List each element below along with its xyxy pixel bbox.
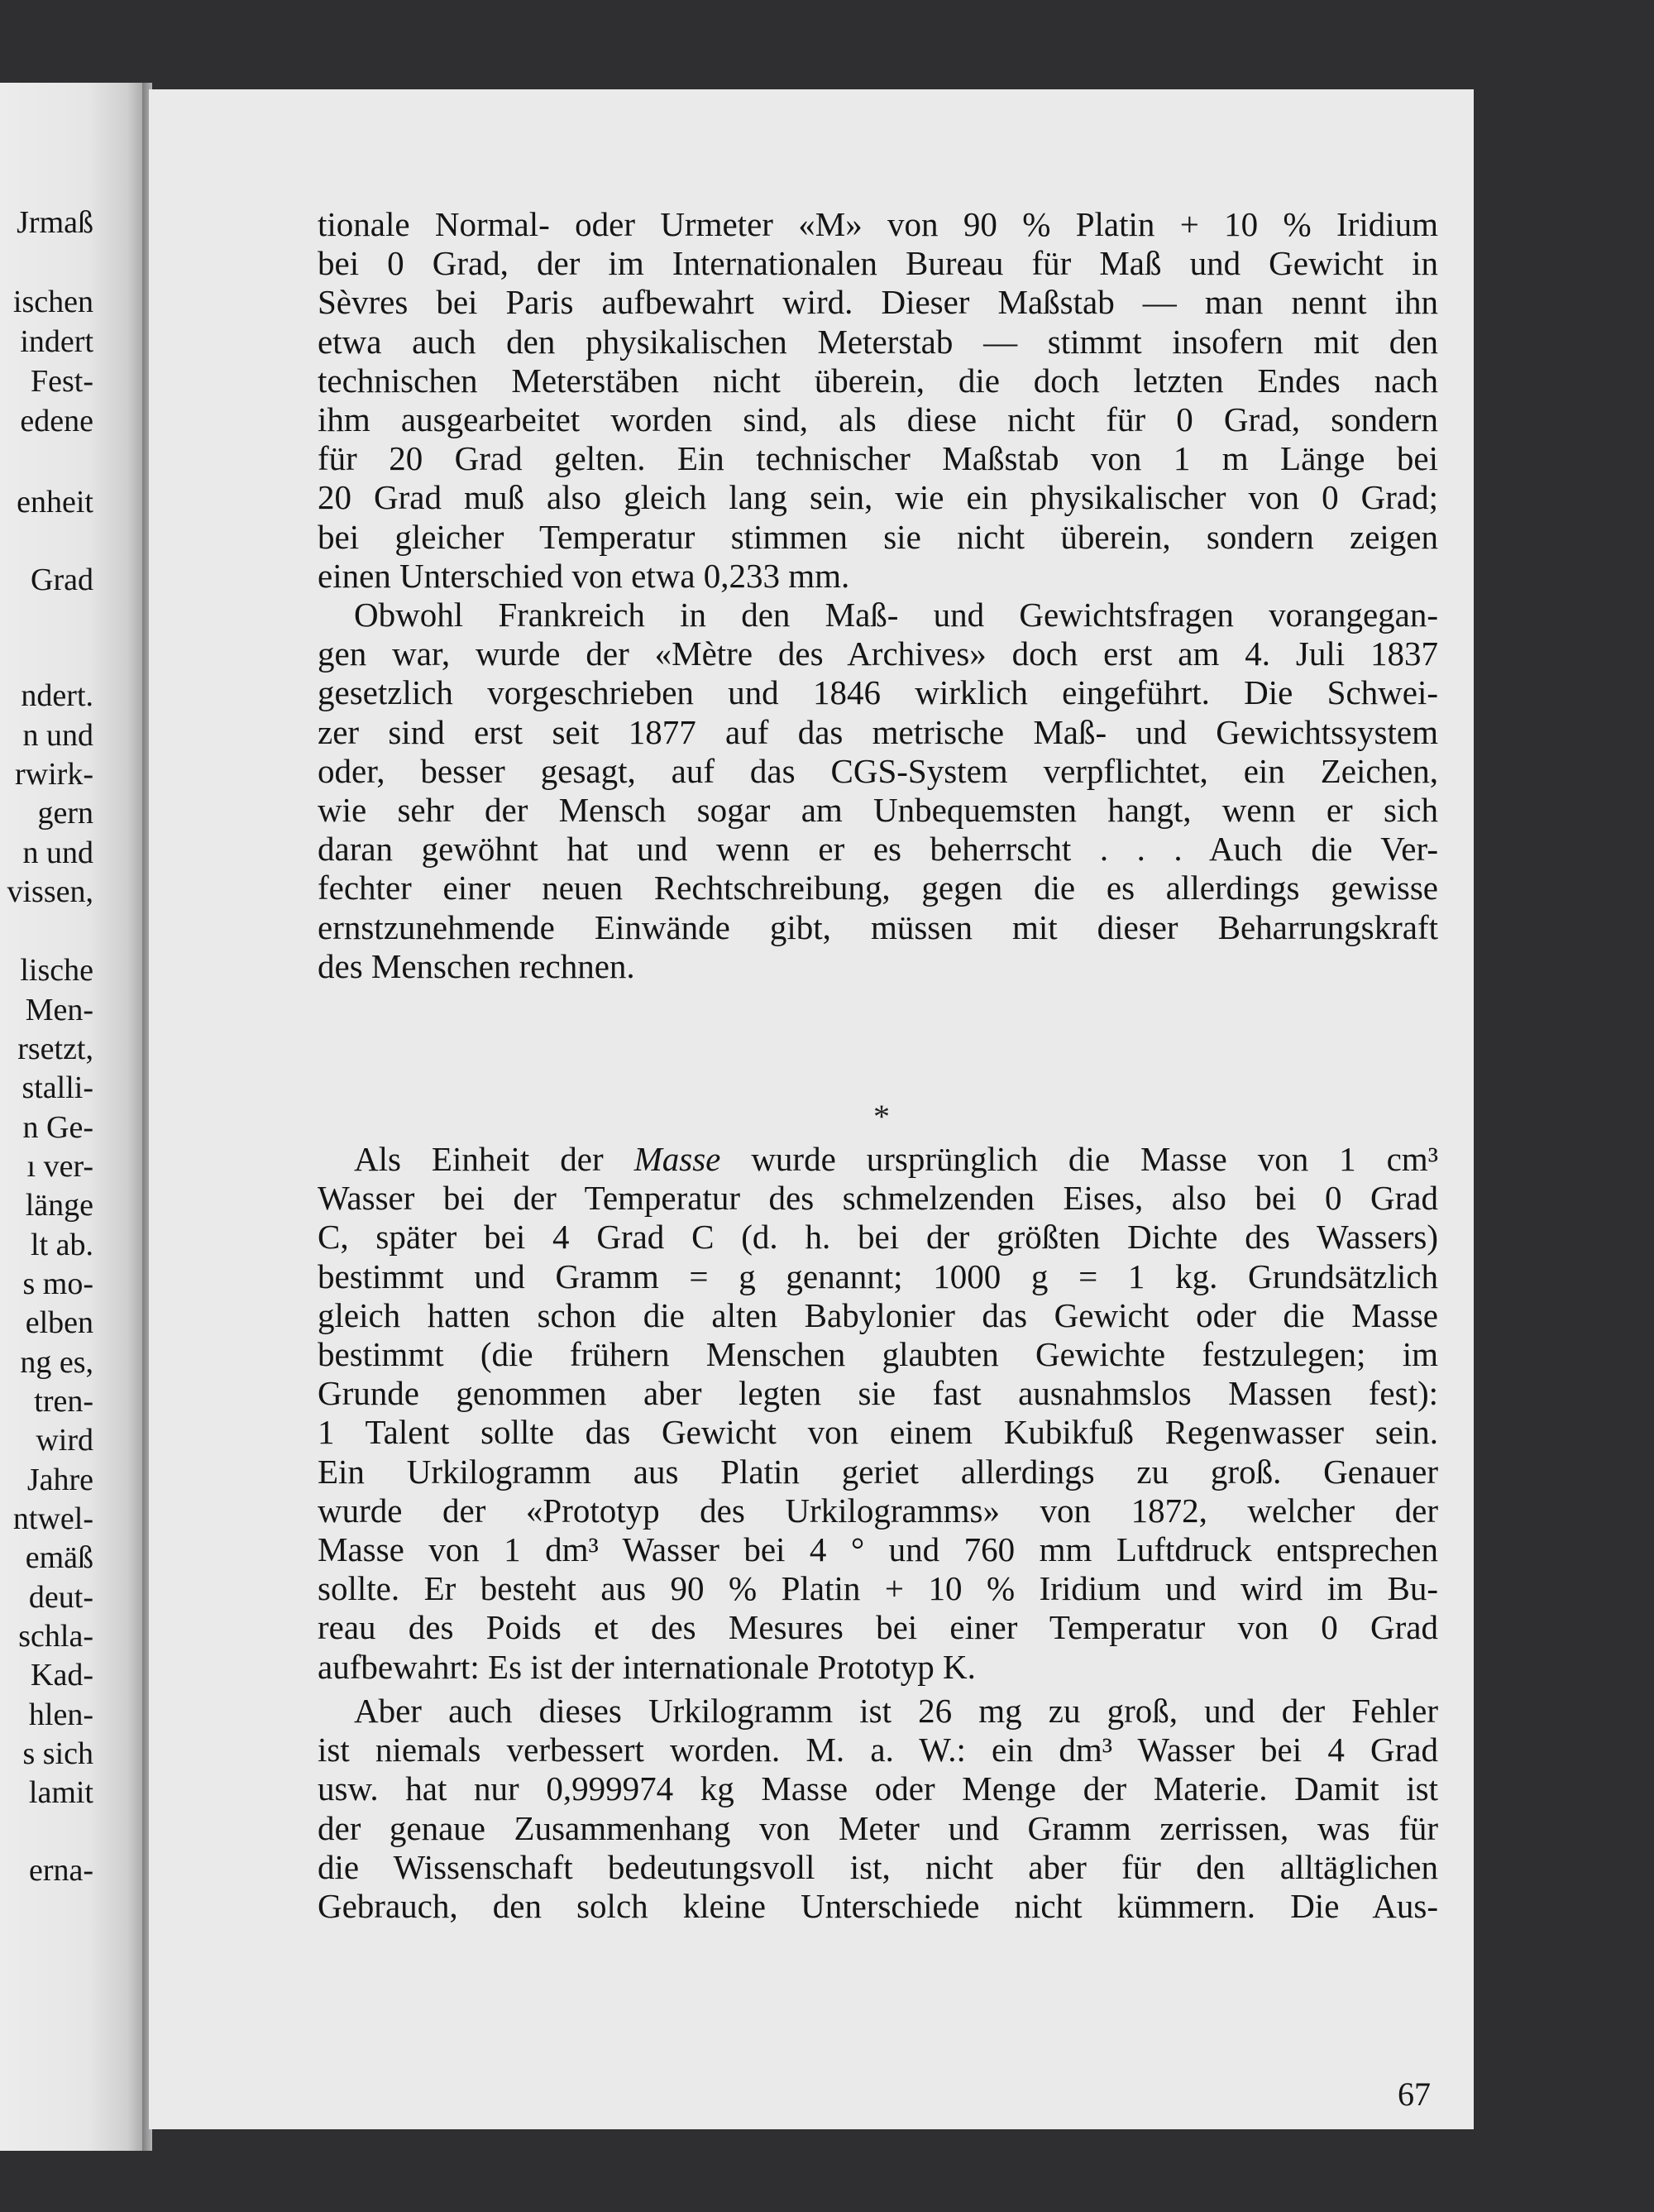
left-page-line: n Ge- <box>22 1110 93 1145</box>
left-page-line: hlen- <box>28 1697 93 1732</box>
text-line: bei 0 Grad, der im Internationalen Bureau für Maß und Gewicht in <box>318 244 1438 283</box>
text-line: für 20 Grad gelten. Ein technischer Maßstab von 1 m Länge bei <box>318 439 1438 478</box>
left-page-line: ntwel- <box>12 1501 93 1536</box>
left-page-line: stalli- <box>22 1070 93 1105</box>
text-line: reau des Poids et des Mesures bei einer Temperatur von 0 Grad <box>318 1608 1438 1647</box>
left-page-line: tren- <box>34 1384 93 1419</box>
text-line: aufbewahrt: Es ist der internationale Prototyp K. <box>318 1647 976 1686</box>
text-line: Obwohl Frankreich in den Maß- und Gewichtsfragen vorangegan- <box>354 596 1438 634</box>
text-line: tionale Normal- oder Urmeter «M» von 90 % Platin + 10 % Iridium <box>318 205 1438 243</box>
left-page-line: Kad- <box>31 1658 93 1693</box>
text-line: Grunde genommen aber legten sie fast ausnahmslos Massen fest): <box>318 1374 1438 1413</box>
text-line: sollte. Er besteht aus 90 % Platin + 10 % Iridium und wird im Bu- <box>318 1569 1438 1608</box>
left-page-line: Jahre <box>26 1463 93 1497</box>
left-page-line: erna- <box>28 1853 93 1888</box>
left-page-line: lische <box>20 953 93 988</box>
text-line: technischen Meterstäben nicht überein, die doch letzten Endes nach <box>318 361 1438 400</box>
text-line: wie sehr der Mensch sogar am Unbequemsten hangt, wenn er sich <box>318 791 1438 830</box>
text-line: oder, besser gesagt, auf das CGS-System verpflichtet, ein Zeichen, <box>318 751 1438 790</box>
left-page-line: enheit <box>17 485 93 519</box>
text-line: Gebrauch, den solch kleine Unterschiede nicht kümmern. Die Aus- <box>318 1887 1438 1926</box>
left-page-line: wird <box>36 1423 93 1458</box>
left-page-line: n und <box>22 835 93 870</box>
left-page-line: schla- <box>18 1619 93 1654</box>
paragraph-masse <box>318 1140 1438 1687</box>
right-page <box>149 89 1474 2129</box>
left-page-line: lt ab. <box>31 1228 93 1262</box>
left-page-line: Fest- <box>31 364 93 399</box>
text-line: daran gewöhnt hat und wenn er es beherrscht . . . Auch die Ver- <box>318 830 1438 869</box>
text-line: Masse von 1 dm³ Wasser bei 4 ° und 760 mm Luftdruck entsprechen <box>318 1530 1438 1569</box>
text-line: fechter einer neuen Rechtschreibung, gegen die es allerdings gewisse <box>318 869 1438 907</box>
paragraph-frankreich <box>318 596 1438 986</box>
text-line: gleich hatten schon die alten Babylonier das Gewicht oder die Masse <box>318 1295 1438 1334</box>
left-facing-page <box>0 83 145 2151</box>
text-line: gesetzlich vorgeschrieben und 1846 wirklich eingeführt. Die Schwei- <box>318 673 1438 712</box>
text-line: die Wissenschaft bedeutungsvoll ist, nicht aber für den alltäglichen <box>318 1847 1438 1886</box>
text-line: usw. hat nur 0,999974 kg Masse oder Menge der Materie. Damit ist <box>318 1769 1438 1808</box>
text-line: bei gleicher Temperatur stimmen sie nicht überein, sondern zeigen <box>318 517 1438 556</box>
left-page-line: länge <box>25 1188 93 1223</box>
text-line: ist niemals verbessert worden. M. a. W.: ein dm³ Wasser bei 4 Grad <box>318 1731 1438 1769</box>
left-page-line: Jrmaß <box>17 205 93 240</box>
text-line: bestimmt und Gramm = g genannt; 1000 g = 1 kg. Grundsätzlich <box>318 1257 1438 1295</box>
left-page-line: Men- <box>25 993 93 1027</box>
page-number: 67 <box>1398 2076 1431 2113</box>
left-page-line: elben <box>25 1305 93 1340</box>
text-line: 20 Grad muß also gleich lang sein, wie ein physikalischer von 0 Grad; <box>318 478 1438 517</box>
emphasis-masse: Masse <box>633 1140 721 1178</box>
left-page-line: rsetzt, <box>17 1032 93 1066</box>
text-line: des Menschen rechnen. <box>318 946 635 985</box>
text-line: C, später bei 4 Grad C (d. h. bei der größten Dichte des Wassers) <box>318 1218 1438 1257</box>
left-page-line: ng es, <box>20 1345 93 1380</box>
text-line: zer sind erst seit 1877 auf das metrische Maß- und Gewichtssystem <box>318 712 1438 751</box>
text-line: bestimmt (die frühern Menschen glaubten Gewichte festzulegen; im <box>318 1335 1438 1374</box>
text-line: Als Einheit der Masse wurde ursprünglich die Masse von 1 cm³ <box>354 1140 1438 1178</box>
left-page-line: vissen, <box>7 874 93 909</box>
left-page-line: ischen <box>12 285 93 319</box>
text-line: ihm ausgearbeitet worden sind, als diese nicht für 0 Grad, sondern <box>318 400 1438 439</box>
paragraph-urkilogramm <box>318 1692 1438 1926</box>
left-page-line: indert <box>20 324 93 359</box>
text-line: Wasser bei der Temperatur des schmelzenden Eises, also bei 0 Grad <box>318 1179 1438 1218</box>
left-page-line: Grad <box>31 563 93 597</box>
left-page-line: s mo- <box>22 1266 93 1301</box>
text-line: ernstzunehmende Einwände gibt, müssen mit dieser Beharrungskraft <box>318 907 1438 946</box>
left-page-line: n und <box>22 718 93 753</box>
text-line: der genaue Zusammenhang von Meter und Gramm zerrissen, was für <box>318 1808 1438 1847</box>
text-line: 1 Talent sollte das Gewicht von einem Kubikfuß Regenwasser sein. <box>318 1413 1438 1452</box>
left-page-line: rwirk- <box>15 757 93 792</box>
paragraph-normal-meter <box>318 205 1438 596</box>
left-page-line: lamit <box>28 1775 93 1810</box>
left-page-line: ndert. <box>21 678 93 713</box>
text-line: Aber auch dieses Urkilogramm ist 26 mg zu groß, und der Fehler <box>354 1692 1438 1730</box>
text-line: gen war, wurde der «Mètre des Archives» doch erst am 4. Juli 1837 <box>318 634 1438 673</box>
left-page-line: gern <box>37 796 93 831</box>
left-page-line: s sich <box>22 1736 93 1771</box>
left-page-line: ı ver- <box>26 1149 93 1184</box>
text-line: etwa auch den physikalischen Meterstab — stimmt insofern mit den <box>318 322 1438 361</box>
text-line: einen Unterschied von etwa 0,233 mm. <box>318 556 850 595</box>
text-line: Ein Urkilogramm aus Platin geriet allerdings zu groß. Genauer <box>318 1452 1438 1491</box>
section-separator: * <box>873 1098 890 1135</box>
left-page-line: deut- <box>28 1580 93 1615</box>
left-page-line: emäß <box>25 1540 93 1575</box>
text-line: Sèvres bei Paris aufbewahrt wird. Dieser Maßstab — man nennt ihn <box>318 283 1438 322</box>
text-line: wurde der «Prototyp des Urkilogramms» von 1872, welcher der <box>318 1491 1438 1530</box>
left-page-line: edene <box>20 404 93 438</box>
